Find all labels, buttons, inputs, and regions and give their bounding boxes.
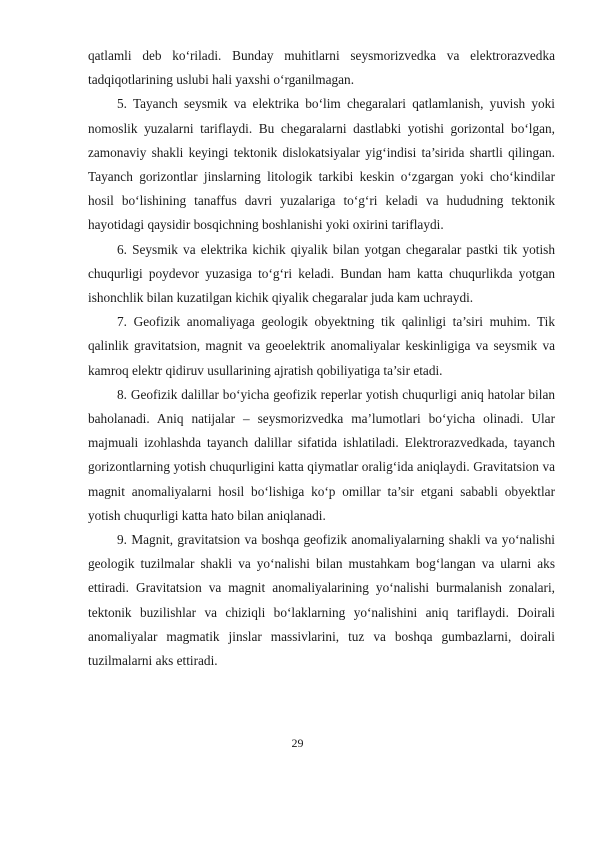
document-page: [88, 44, 555, 673]
paragraph-item-8: 8. Geofizik dalillar bo‘yicha geofizik reperlar yotish chuqurligi aniq hatolar bilan baholanadi. Aniq natijalar – seysmorizvedka ma’lumotlari bo‘yicha olinadi. Ular majmuali izohlashda tayanch dalillar sifatida ishlatiladi. Elektrorazvedkada, tayanch gorizontlarning yotish chuqurligini katta qiymatlar oralig‘ida aniqlaydi. Gravitatsion va magnit anomaliyalarni hosil bo‘lishiga ko‘p omillar ta’sir etgani sababli obyektlar yotish chuqurligi katta hato bilan aniqlanadi.: [88, 386, 555, 523]
paragraph-item-7: 7. Geofizik anomaliyaga geologik obyektning tik qalinligi ta’siri muhim. Tik qalinlik gravitatsion, magnit va geoelektrik anomaliyalar keskinligiga va seysmik va kamroq elektr qidiruv usullarining ajratish qobiliyatiga ta’sir etadi.: [88, 314, 555, 378]
paragraph-continuation: qatlamli deb ko‘riladi. Bunday muhitlarni seysmorizvedka va elektrorazvedka tadqiqotlarining uslubi hali yaxshi o‘rganilmagan.: [88, 48, 555, 88]
paragraph-item-9: 9. Magnit, gravitatsion va boshqa geofizik anomaliyalarning shakli va yo‘nalishi geologik tuzilmalar shakli va yo‘nalishi bilan mustahkam bog‘langan va ularni aks ettiradi. Gravitatsion va magnit anomaliyalarining yo‘nalishi burmalanish zonalari, tektonik buzilishlar va chiziqli bo‘laklarning yo‘nalishini aniq tariflaydi. Doirali anomaliyalar magmatik jinslar massivlarini, tuz va boshqa gumbazlarni, doirali tuzilmalarni aks ettiradi.: [88, 532, 555, 669]
paragraph-item-5: 5. Tayanch seysmik va elektrika bo‘lim chegaralari qatlamlanish, yuvish yoki nomoslik yuzalarni tariflaydi. Bu chegaralarni dastlabki yotishi gorizontal bo‘lgan, zamonaviy shakli keyingi tektonik dislokatsiyalar yig‘indisi ta’sirida shartli qilingan. Tayanch gorizontlar jinslarning litologik tarkibi keskin o‘zgargan yoki cho‘kindilar hosil bo‘lishining tanaffus davri yuzalariga to‘g‘ri keladi va hududning tektonik hayotidagi qaysidir bosqichning boshlanishi yoki oxirini tariflaydi.: [88, 96, 555, 233]
paragraph-item-6: 6. Seysmik va elektrika kichik qiyalik bilan yotgan chegaralar pastki tik yotish chuqurligi poydevor yuzasiga to‘g‘ri keladi. Bundan ham katta chuqurlikda yotgan ishonchlik bilan kuzatilgan kichik qiyalik chegaralar juda kam uchraydi.: [88, 241, 555, 306]
page-number: 29: [291, 736, 304, 750]
